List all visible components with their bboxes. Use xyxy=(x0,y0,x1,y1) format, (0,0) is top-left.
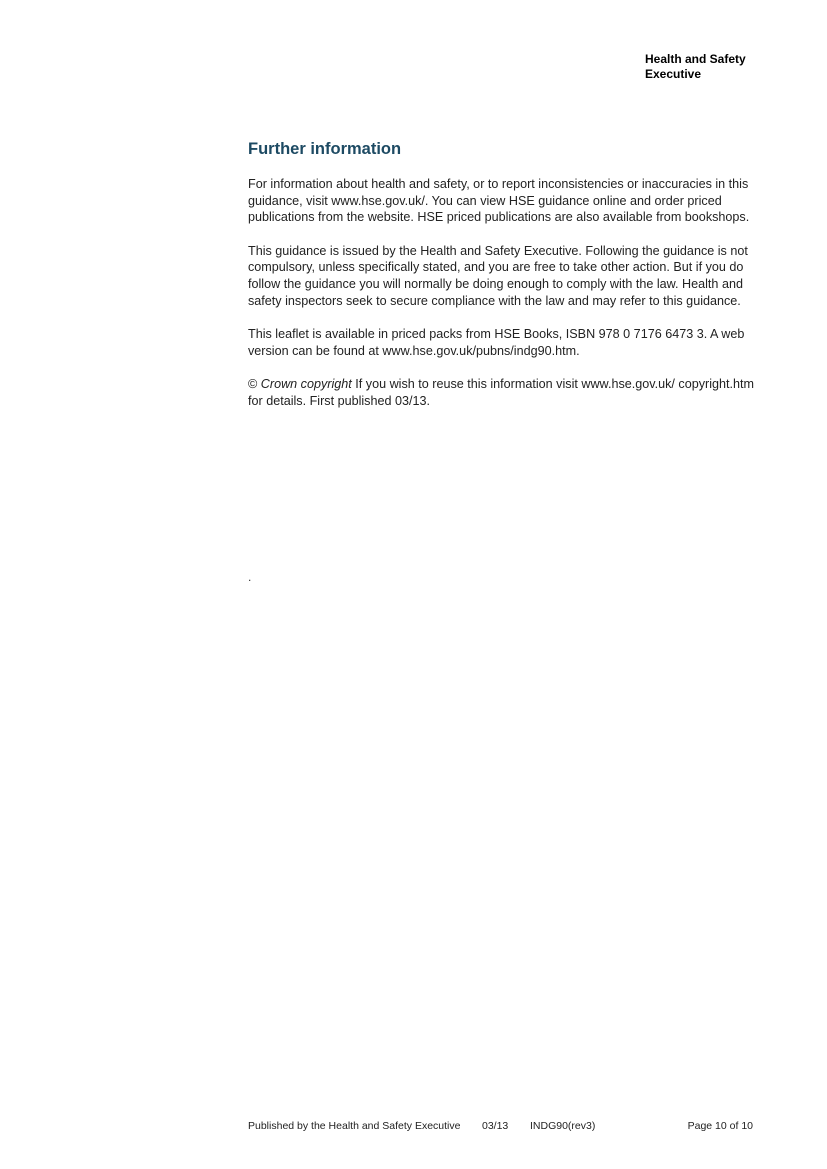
paragraph-guidance-status: This guidance is issued by the Health and Safety Executive. Following the guidance is not compulsory, unless specifically stated, and you are free to take other action. But if you do follow the guidance you will normally be doing enough to comply with the law. Health and safety inspectors seek to secure compliance with the law and may refer to this guidance. xyxy=(248,243,748,308)
footer-reference: INDG90(rev3) xyxy=(530,1120,596,1132)
main-content xyxy=(248,139,758,427)
copyright-text: If you wish to reuse this information visit www.hse.gov.uk/ copyright.htm for details. First published 03/13. xyxy=(248,377,755,408)
footer-date: 03/13 xyxy=(482,1120,509,1132)
page-footer xyxy=(248,1119,753,1133)
organisation-header xyxy=(645,52,795,82)
paragraph-availability: This leaflet is available in priced packs from HSE Books, ISBN 978 0 7176 6473 3. A web version can be found at www.hse.gov.uk/pubns/indg90.htm. xyxy=(248,327,745,358)
stray-mark: . xyxy=(248,570,252,584)
footer-page-number: Page 10 of 10 xyxy=(687,1120,753,1132)
footer-publisher: Published by the Health and Safety Executive xyxy=(248,1120,461,1132)
copyright-symbol: © xyxy=(248,377,258,392)
paragraph-contact-info: For information about health and safety, or to report inconsistencies or inaccuracies in this guidance, visit www.hse.gov.uk/. You can view HSE guidance online and order priced publications from the website. HSE priced publications are also available from bookshops. xyxy=(248,177,750,225)
paragraph-copyright xyxy=(248,376,758,409)
section-title: Further information xyxy=(248,140,402,158)
organisation-name-line2: Executive xyxy=(645,67,702,81)
copyright-label: Crown copyright xyxy=(260,377,352,392)
organisation-name-line1: Health and Safety xyxy=(645,52,746,66)
